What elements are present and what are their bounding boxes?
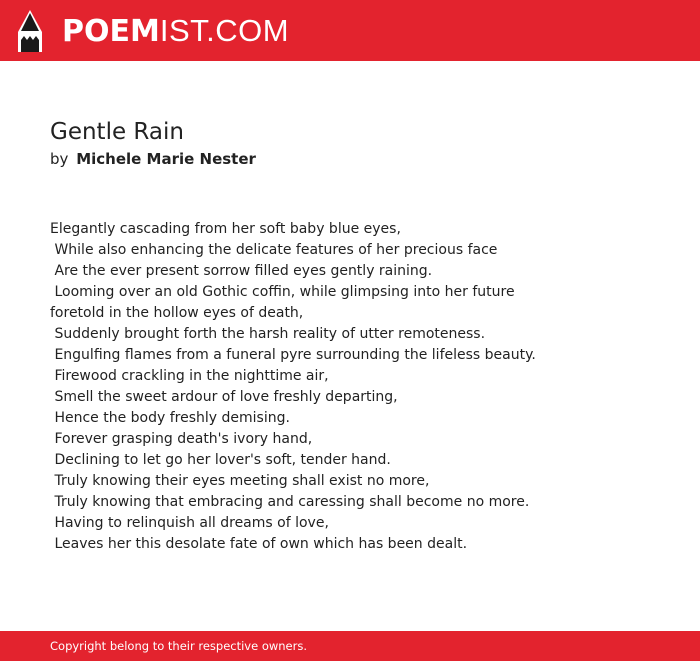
site-header bbox=[0, 0, 700, 61]
copyright-notice: Copyright belong to their respective owners. bbox=[50, 639, 308, 653]
poem-line: Engulfing flames from a funeral pyre surrounding the lifeless beauty. bbox=[50, 347, 536, 363]
poem-line: Smell the sweet ardour of love freshly departing, bbox=[50, 389, 398, 405]
poem-line: Forever grasping death's ivory hand, bbox=[50, 431, 313, 447]
poem-line: Declining to let go her lover's soft, tender hand. bbox=[50, 452, 391, 468]
site-logo[interactable] bbox=[62, 12, 289, 50]
author-name: Michele Marie Nester bbox=[76, 150, 256, 168]
poem-line: foretold in the hollow eyes of death, bbox=[50, 305, 304, 321]
pencil-icon[interactable] bbox=[18, 10, 42, 52]
poem-line: Truly knowing that embracing and caressing shall become no more. bbox=[50, 494, 530, 510]
by-label: by bbox=[50, 150, 69, 168]
poem-line: Truly knowing their eyes meeting shall exist no more, bbox=[50, 473, 430, 489]
poem-line: Elegantly cascading from her soft baby blue eyes, bbox=[50, 221, 401, 237]
poem-line: Firewood crackling in the nighttime air, bbox=[50, 368, 329, 384]
poem-title: Gentle Rain bbox=[50, 119, 184, 145]
poem-line: Are the ever present sorrow filled eyes gently raining. bbox=[50, 263, 433, 279]
poem-body bbox=[50, 219, 670, 555]
poem-line: Looming over an old Gothic coffin, while glimpsing into her future bbox=[50, 284, 515, 300]
site-footer bbox=[0, 631, 700, 661]
poem-line: Having to relinquish all dreams of love, bbox=[50, 515, 329, 531]
poem-line: Suddenly brought forth the harsh reality of utter remoteness. bbox=[50, 326, 486, 342]
poem-line: Hence the body freshly demising. bbox=[50, 410, 290, 426]
poem-line: Leaves her this desolate fate of own which has been dealt. bbox=[50, 536, 468, 552]
logo-light-text: IST.COM bbox=[159, 13, 290, 48]
poem-byline bbox=[50, 149, 256, 169]
logo-bold-text: POEM bbox=[62, 14, 160, 49]
poem-line: While also enhancing the delicate features of her precious face bbox=[50, 242, 498, 258]
